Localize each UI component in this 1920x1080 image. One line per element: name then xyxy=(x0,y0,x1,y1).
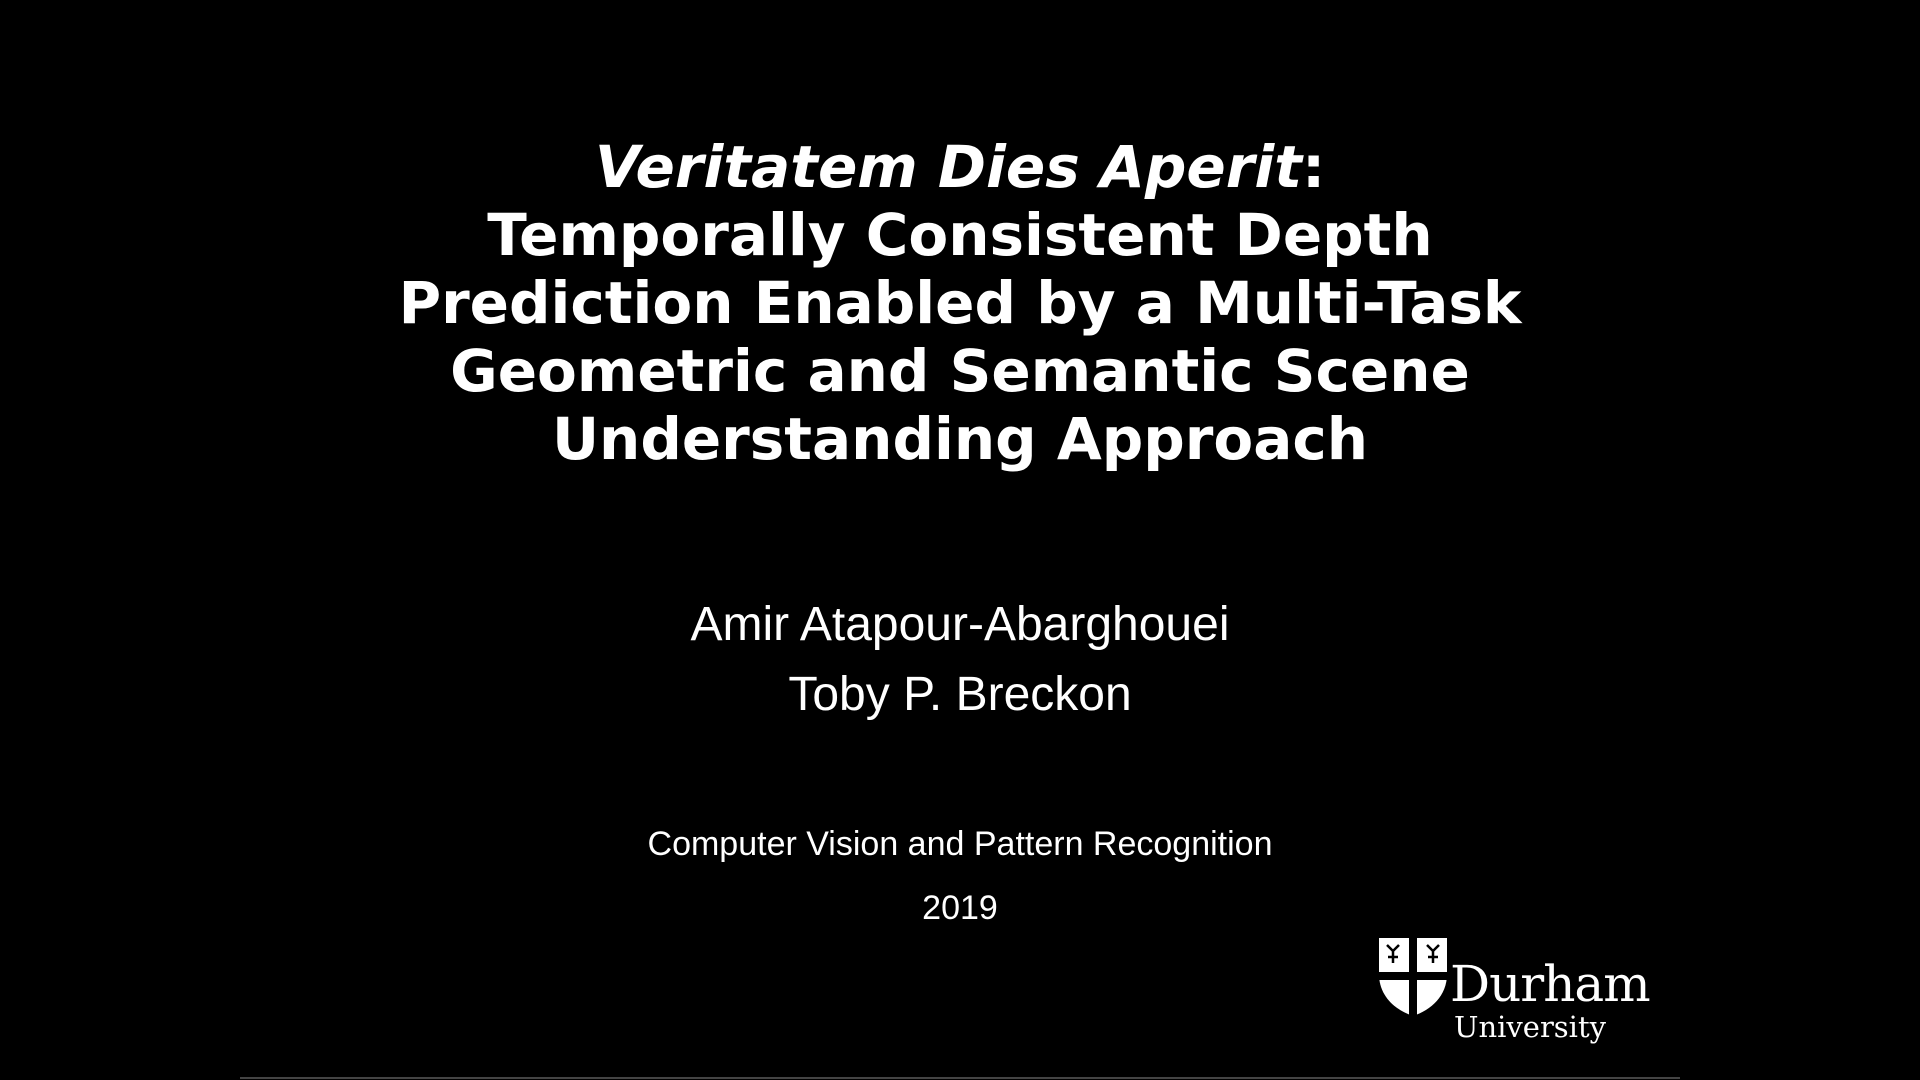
bottom-divider xyxy=(240,1077,1680,1079)
title-line-3: Prediction Enabled by a Multi-Task xyxy=(398,269,1522,337)
title-colon: : xyxy=(1301,133,1326,201)
title-line-1 xyxy=(0,133,1920,201)
year-text: 2019 xyxy=(922,889,998,927)
author-list xyxy=(0,590,1920,730)
author-name: Amir Atapour-Abarghouei xyxy=(690,598,1230,651)
title-italic: Veritatem Dies Aperit xyxy=(594,133,1302,201)
title-line-2: Temporally Consistent Depth xyxy=(487,201,1433,269)
logo-subtitle: University xyxy=(1454,1010,1606,1044)
logo-name: Durham xyxy=(1450,955,1650,1013)
title-line-5: Understanding Approach xyxy=(551,405,1369,473)
durham-shield-icon xyxy=(1376,936,1450,1018)
title-line-4: Geometric and Semantic Scene xyxy=(450,337,1470,405)
durham-university-logo xyxy=(1376,934,1650,1052)
author-name: Toby P. Breckon xyxy=(788,668,1132,721)
venue-text: Computer Vision and Pattern Recognition xyxy=(647,825,1273,863)
slide-title xyxy=(0,133,1920,473)
